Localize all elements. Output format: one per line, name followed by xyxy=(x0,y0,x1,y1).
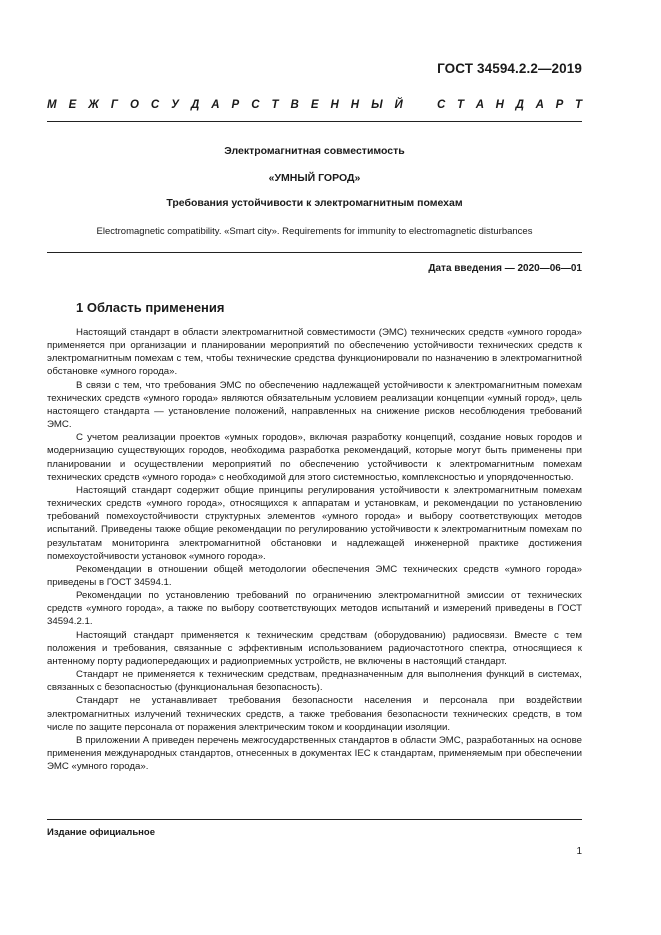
middle-divider xyxy=(47,252,582,253)
paragraph: Рекомендации по установлению требований по ограничению электромагнитной эмиссии от технических средств «умного города», а также по выбору соответствующих методов испытаний и измерений приведены в ГОСТ 34594.2.1. xyxy=(47,590,582,628)
paragraph: Настоящий стандарт применяется к техническим средствам (оборудованию) радиосвязи. Вместе с тем положения и требования, связанные с эффективным использованием радиочастотного спектра, относящиеся к антенному порту радиопередающих и радиоприемных устройств, не включены в настоящий стандарт. xyxy=(47,629,582,667)
paragraph: В приложении А приведен перечень межгосударственных стандартов в области ЭМС, разработанных на основе применения международных стандартов, отнесенных в документах IEC к стандартам, применяемым при обеспечении ЭМС «умного города». xyxy=(47,734,582,773)
paragraph: Настоящий стандарт в области электромагнитной совместимости (ЭМС) технических средств «умного города» применяется при организации и планировании мероприятий по обеспечению устойчивости технических средств к электромагнитным помехам с тем, чтобы технические средства функционировали по назначению в электромагнитной обстановке «умного города». xyxy=(47,327,582,378)
paragraph: Рекомендации в отношении общей методологии обеспечения ЭМС технических средств «умного города» приведены в ГОСТ 34594.1. xyxy=(47,563,582,588)
paragraph: Настоящий стандарт содержит общие принципы регулирования устойчивости к электромагнитным помехам технических средств «умного города», относящихся к аппаратам и установкам, и рекомендации по установлению требований помехоустойчивости структурных элементов «умного города» и выбору соответствующих методов испытаний. Приведены также общие рекомендации по регулированию устойчивости к электромагнитным помехам по результатам мониторинга электромагнитной обстановки и надлежащей инженерной практике достижения помехоустойчивости установок «умного города». xyxy=(47,484,582,562)
standard-type-word1: М Е Ж Г О С У Д А Р С Т В Е Н Н Ы Й xyxy=(47,99,403,111)
bottom-divider xyxy=(47,819,582,820)
title-english: Electromagnetic compatibility. «Smart city». Requirements for immunity to electromagnetic disturbances xyxy=(96,226,533,237)
page-number: 1 xyxy=(576,846,582,857)
top-divider xyxy=(47,121,582,122)
title-line3: Требования устойчивости к электромагнитным помехам xyxy=(166,197,463,209)
paragraph: В связи с тем, что требования ЭМС по обеспечению надлежащей устойчивости к электромагнитным помехам технических средств «умного города» являются обязательным условием реализации концепции «умный город», цель настоящего стандарта — установление положений, направленных на снижение рисков несоблюдения требований ЭМС. xyxy=(47,379,582,431)
title-line2: «УМНЫЙ ГОРОД» xyxy=(268,172,361,184)
section-title: 1 Область применения xyxy=(76,300,225,315)
paragraph: С учетом реализации проектов «умных городов», включая разработку концепций, создание новых городов и модернизацию существующих городов, необходима разработка рекомендаций, которые могут быть применены при планировании и осуществлении мероприятий по обеспечению устойчивости к электромагнитным помехам технических средств «умного города» с необходимой для этого системностью, комплексностью и упорядоченностью. xyxy=(47,432,582,483)
standard-number: ГОСТ 34594.2.2—2019 xyxy=(437,61,582,76)
paragraph: Стандарт не устанавливает требования безопасности населения и персонала при воздействии электромагнитных излучений технических средств, а также требования безопасности технических средств, в том числе по защите персонала от поражения электрическим током и координации изоляции. xyxy=(47,695,582,733)
paragraph: Стандарт не применяется к техническим средствам, предназначенным для выполнения функций в системах, связанных с безопасностью (функциональная безопасность). xyxy=(47,669,582,694)
standard-type xyxy=(47,99,582,111)
introduction-date: Дата введения — 2020—06—01 xyxy=(428,263,582,274)
standard-type-word2: С Т А Н Д А Р Т xyxy=(437,99,582,111)
edition-label: Издание официальное xyxy=(47,827,155,838)
section-body xyxy=(47,326,582,773)
title-line1: Электромагнитная совместимость xyxy=(224,145,405,157)
